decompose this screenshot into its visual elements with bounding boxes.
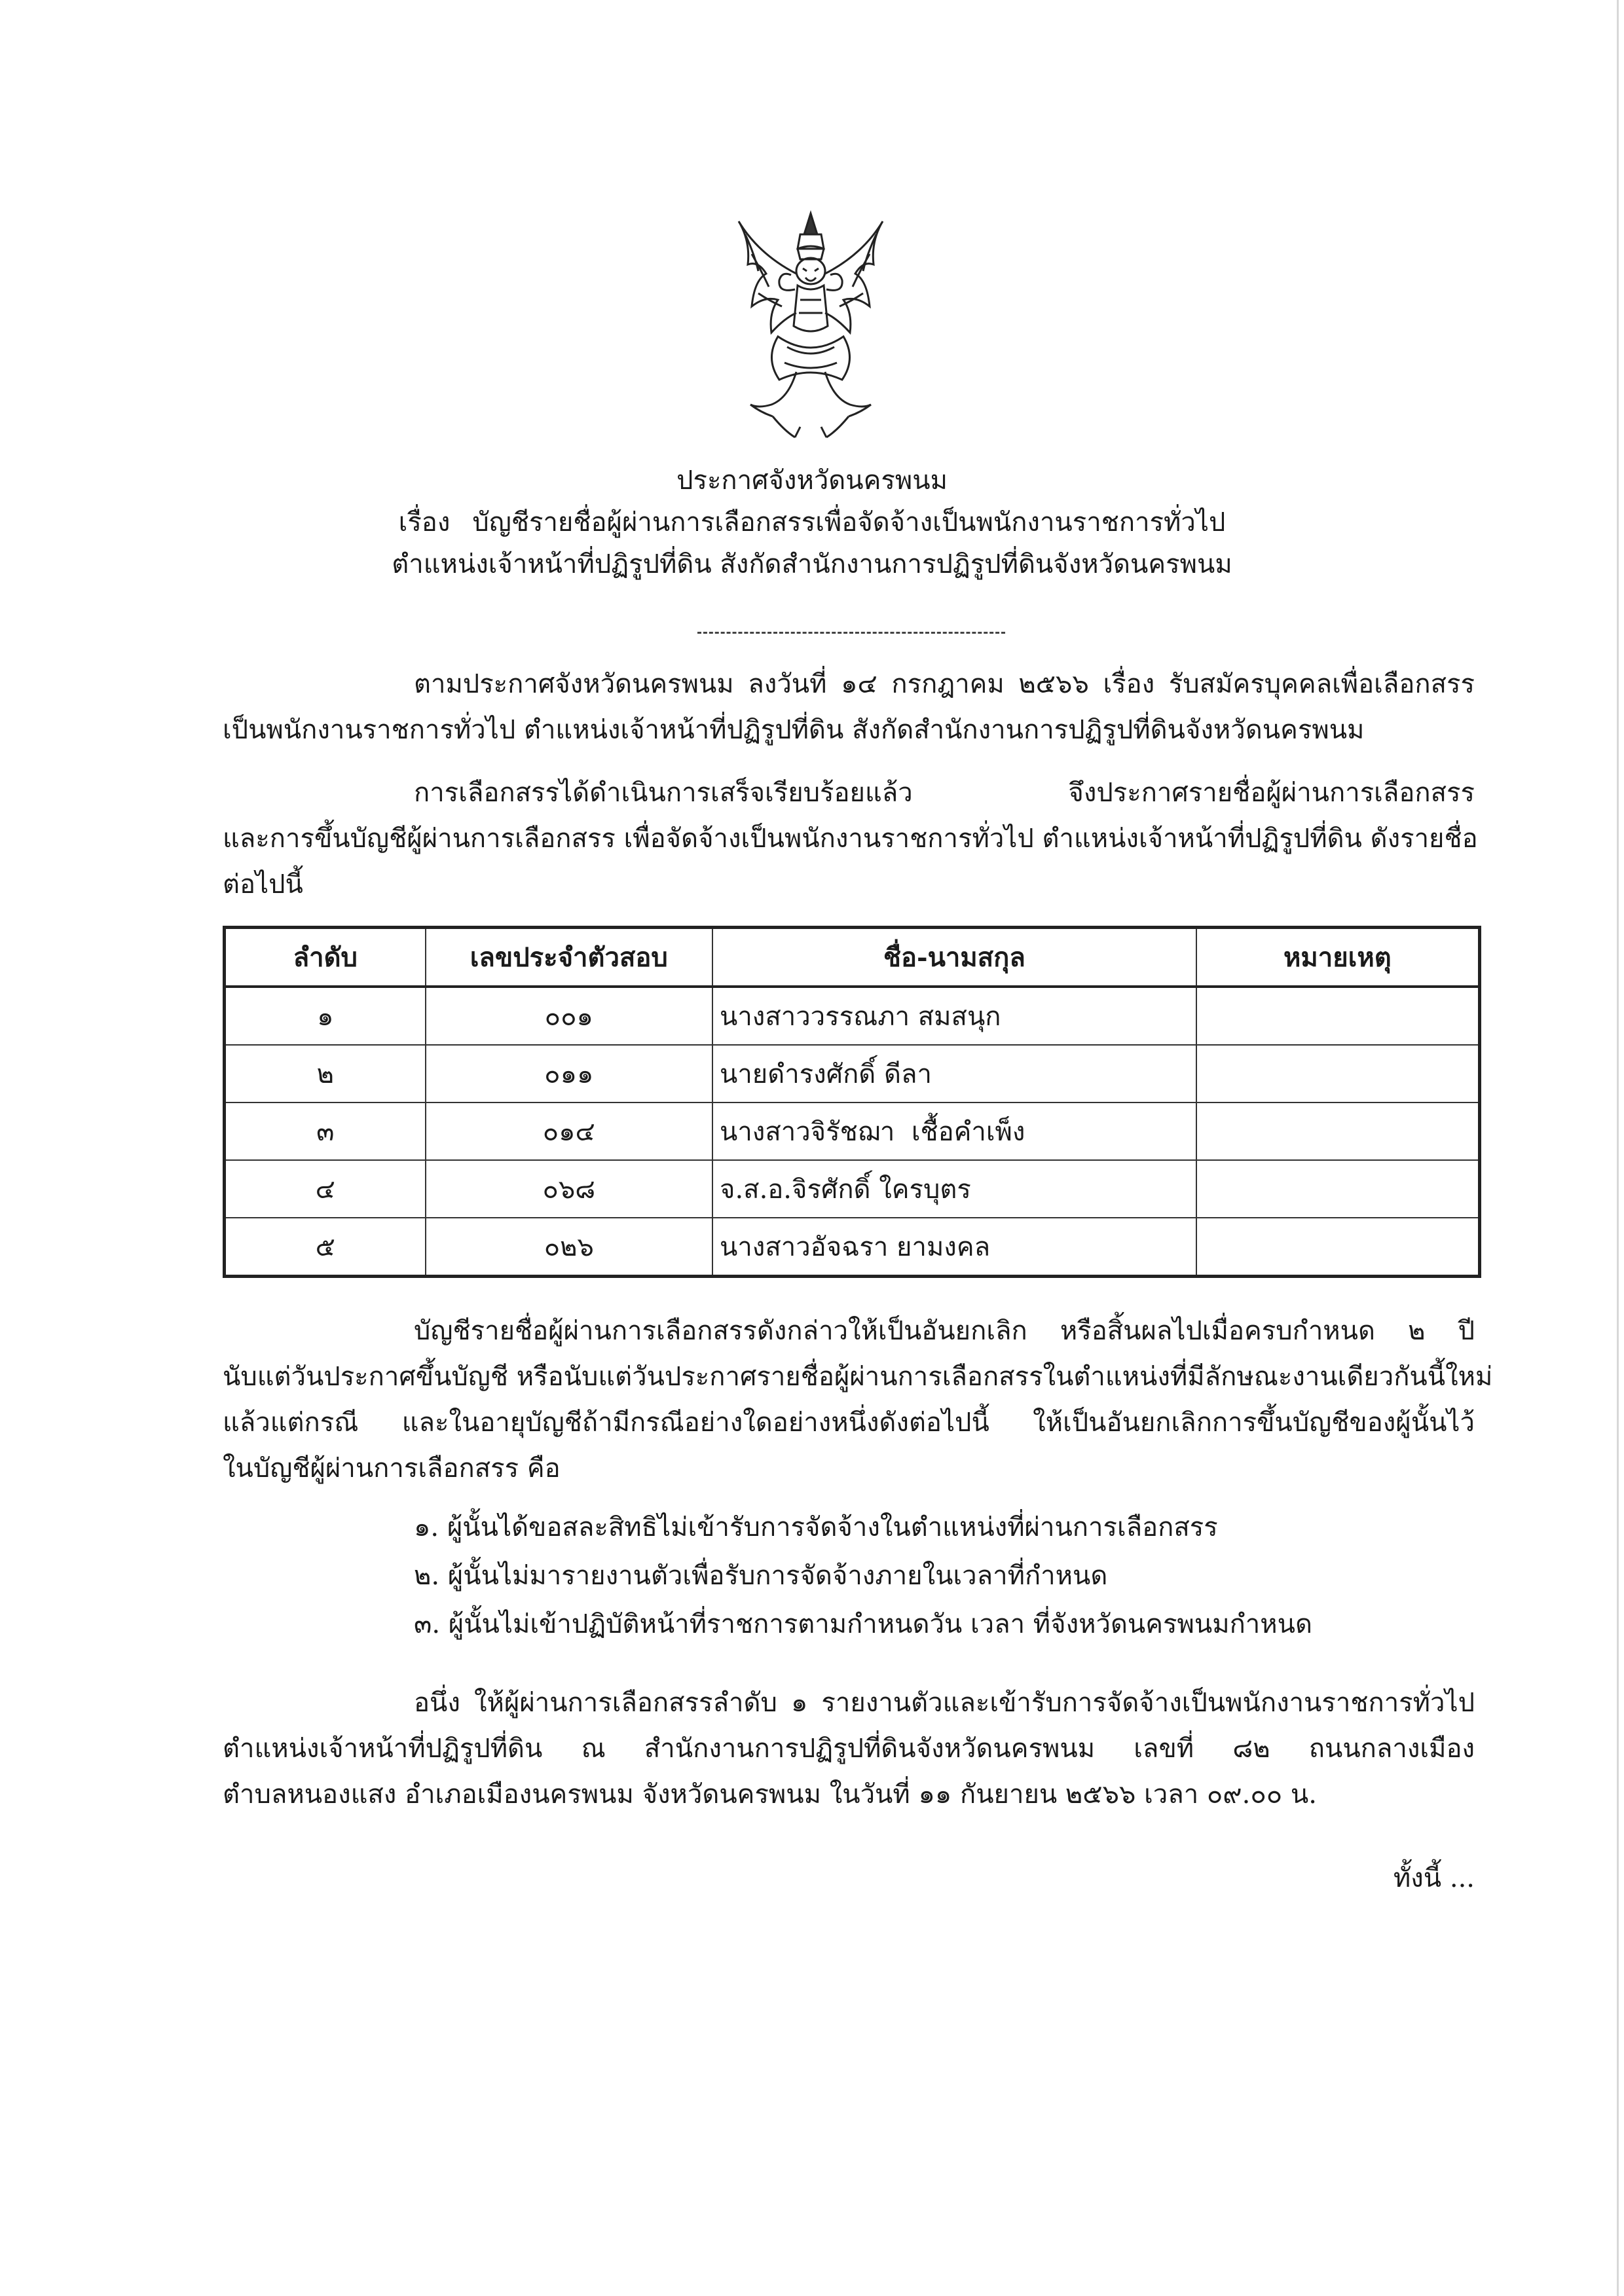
cell-exam-id: ๐๑๑ xyxy=(426,1045,712,1102)
validity-paragraph xyxy=(223,1308,1493,1491)
table-row xyxy=(225,1160,1480,1218)
cell-note xyxy=(1196,1160,1480,1218)
results-table xyxy=(223,926,1481,1278)
garuda-emblem xyxy=(732,208,889,444)
condition-item: ๓. ผู้นั้นไม่เข้าปฏิบัติหน้าที่ราชการตามกำหนดวัน เวลา ที่จังหวัดนครพนมกำหนด xyxy=(414,1609,1312,1639)
cell-name: นายดำรงศักดิ์ ดีลา xyxy=(712,1045,1196,1102)
cell-exam-id: ๐๖๘ xyxy=(426,1160,712,1218)
cell-note xyxy=(1196,987,1480,1045)
cell-exam-id: ๐๒๖ xyxy=(426,1218,712,1277)
announcement-title-block xyxy=(196,460,1428,585)
column-header-order: ลำดับ xyxy=(225,928,426,987)
condition-item: ๑. ผู้นั้นได้ขอสละสิทธิไม่เข้ารับการจัดจ้างในตำแหน่งที่ผ่านการเลือกสรร xyxy=(414,1512,1218,1542)
title-divider xyxy=(697,632,1005,634)
paragraph-line: ต่อไปนี้ xyxy=(223,869,303,900)
cell-name: นางสาววรรณภา สมสนุก xyxy=(712,987,1196,1045)
table-row xyxy=(225,1218,1480,1277)
cell-note xyxy=(1196,1102,1480,1160)
paragraph-line: เป็นพนักงานราชการทั่วไป ตำแหน่งเจ้าหน้าที่ปฏิรูปที่ดิน สังกัดสำนักงานการปฏิรูปที่ดินจังหวัดนครพนม xyxy=(223,715,1365,745)
table-row xyxy=(225,1045,1480,1102)
report-paragraph xyxy=(223,1680,1475,1817)
paragraph-line: ตำแหน่งเจ้าหน้าที่ปฏิรูปที่ดิน ณ สำนักงานการปฏิรูปที่ดินจังหวัดนครพนม เลขที่ ๘๒ ถนนกลางเมือง xyxy=(223,1734,1475,1764)
announcement-heading: ประกาศจังหวัดนครพนม xyxy=(676,465,948,496)
cell-name: จ.ส.อ.จิรศักดิ์ ใครบุตร xyxy=(712,1160,1196,1218)
paragraph-line: บัญชีรายชื่อผู้ผ่านการเลือกสรรดังกล่าวให้เป็นอันยกเลิก หรือสิ้นผลไปเมื่อครบกำหนด ๒ ปี xyxy=(414,1316,1475,1346)
table-header-row xyxy=(225,928,1480,987)
paragraph-line: การเลือกสรรได้ดำเนินการเสร็จเรียบร้อยแล้ว จึงประกาศรายชื่อผู้ผ่านการเลือกสรร xyxy=(414,778,1475,808)
cell-order: ๓ xyxy=(225,1102,426,1160)
intro-paragraph xyxy=(223,661,1475,753)
paragraph-line: อนึ่ง ให้ผู้ผ่านการเลือกสรรลำดับ ๑ รายงานตัวและเข้ารับการจัดจ้างเป็นพนักงานราชการทั่วไป xyxy=(414,1688,1475,1718)
cancellation-conditions xyxy=(414,1503,1312,1649)
paragraph-line: นับแต่วันประกาศขึ้นบัญชี หรือนับแต่วันประกาศรายชื่อผู้ผ่านการเลือกสรรในตำแหน่งที่มีลักษณะงานเดียวกันนี้ใหม่ xyxy=(223,1362,1493,1392)
cell-order: ๕ xyxy=(225,1218,426,1277)
table-row xyxy=(225,987,1480,1045)
cell-order: ๒ xyxy=(225,1045,426,1102)
cell-exam-id: ๐๐๑ xyxy=(426,987,712,1045)
cell-note xyxy=(1196,1218,1480,1277)
condition-item: ๒. ผู้นั้นไม่มารายงานตัวเพื่อรับการจัดจ้างภายในเวลาที่กำหนด xyxy=(414,1561,1108,1591)
paragraph-line: ในบัญชีผู้ผ่านการเลือกสรร คือ xyxy=(223,1453,561,1484)
paragraph-line: ตำบลหนองแสง อำเภอเมืองนครพนม จังหวัดนครพนม ในวันที่ ๑๑ กันยายน ๒๕๖๖ เวลา ๐๙.๐๐ น. xyxy=(223,1779,1317,1810)
paragraph-line: และการขึ้นบัญชีผู้ผ่านการเลือกสรร เพื่อจัดจ้างเป็นพนักงานราชการทั่วไป ตำแหน่งเจ้าหน้าที่ปฏิรูปที่ดิน ดังรายชื่อ xyxy=(223,824,1478,854)
page-edge xyxy=(1617,0,1619,2296)
subject-text: บัญชีรายชื่อผู้ผ่านการเลือกสรรเพื่อจัดจ้างเป็นพนักงานราชการทั่วไป xyxy=(472,507,1226,538)
announcement-subject xyxy=(196,501,1428,543)
subject-label: เรื่อง xyxy=(398,507,451,538)
cell-exam-id: ๐๑๔ xyxy=(426,1102,712,1160)
paragraph-line: ตามประกาศจังหวัดนครพนม ลงวันที่ ๑๔ กรกฎาคม ๒๕๖๖ เรื่อง รับสมัครบุคคลเพื่อเลือกสรร xyxy=(414,669,1475,699)
cell-note xyxy=(1196,1045,1480,1102)
cell-order: ๔ xyxy=(225,1160,426,1218)
column-header-note: หมายเหตุ xyxy=(1196,928,1480,987)
column-header-exam-id: เลขประจำตัวสอบ xyxy=(426,928,712,987)
cell-order: ๑ xyxy=(225,987,426,1045)
table-row xyxy=(225,1102,1480,1160)
announcement-subject-line2: ตำแหน่งเจ้าหน้าที่ปฏิรูปที่ดิน สังกัดสำนักงานการปฏิรูปที่ดินจังหวัดนครพนม xyxy=(392,549,1232,579)
paragraph-line: แล้วแต่กรณี และในอายุบัญชีถ้ามีกรณีอย่างใดอย่างหนึ่งดังต่อไปนี้ ให้เป็นอันยกเลิกการขึ้นบัญชีของผู้นั้นไว้ xyxy=(223,1408,1475,1438)
continued-marker: ทั้งนี้ ... xyxy=(1393,1863,1475,1893)
cell-name: นางสาวจิรัชฌา เชื้อคำเพ็ง xyxy=(712,1102,1196,1160)
selection-paragraph xyxy=(223,770,1478,907)
column-header-name: ชื่อ-นามสกุล xyxy=(712,928,1196,987)
cell-name: นางสาวอัจฉรา ยามงคล xyxy=(712,1218,1196,1277)
